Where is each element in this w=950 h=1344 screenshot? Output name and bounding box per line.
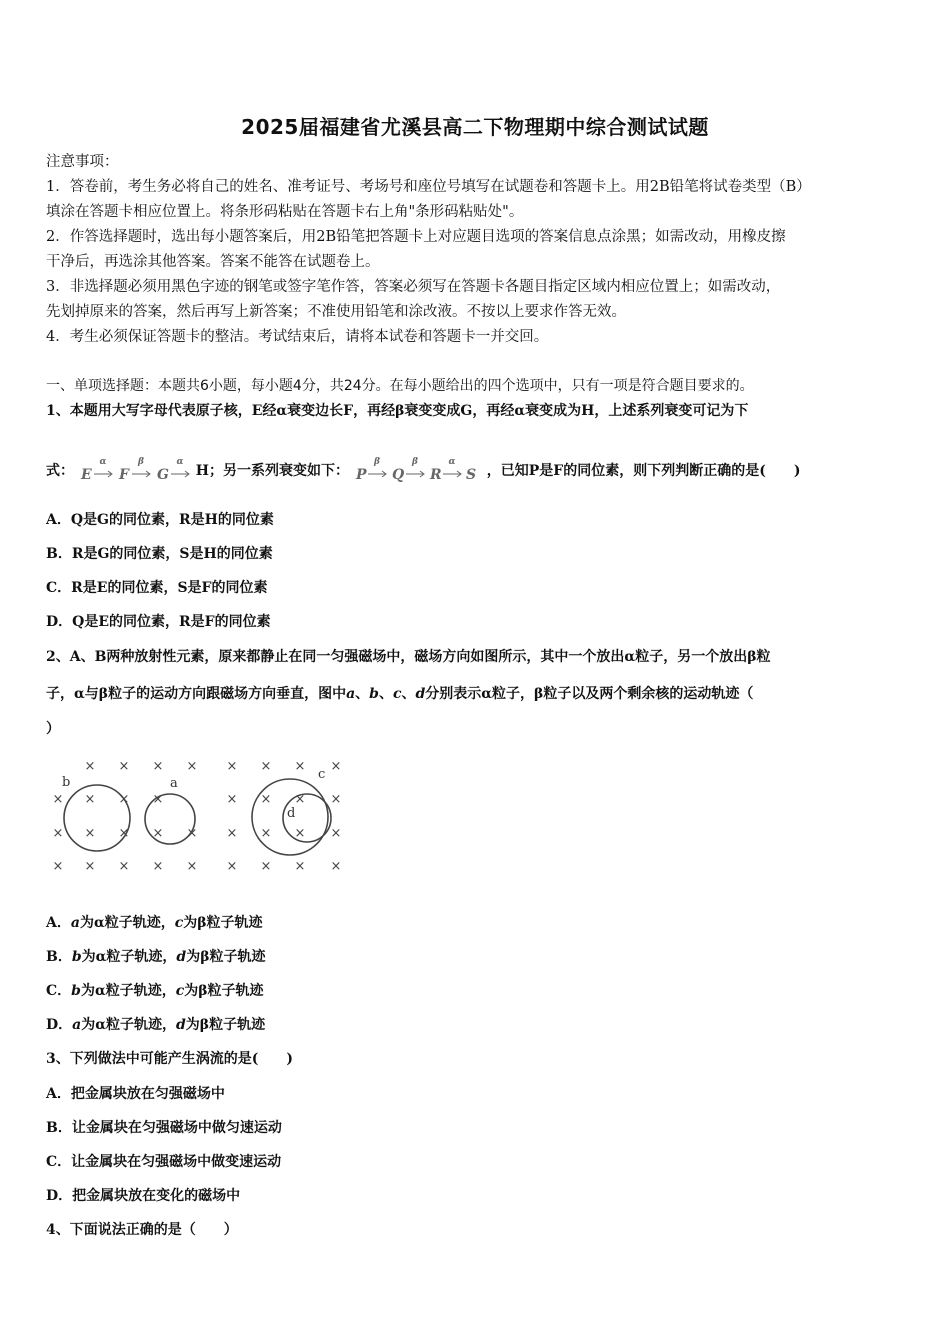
notice-line: 2．作答选择题时，选出每小题答案后，用2B铅笔把答题卡上对应题目选项的答案信息点涂黑；如需改动，用橡皮擦 (46, 229, 786, 245)
stem-text: 子，α与β粒子的运动方向跟磁场方向垂直，图中 (46, 686, 347, 702)
field-cross-mark: × (260, 826, 272, 841)
question-2-option-a (46, 913, 263, 933)
field-cross-mark: × (294, 792, 306, 807)
field-cross-mark: × (330, 826, 342, 841)
field-cross-mark: × (152, 759, 164, 774)
question-3-option-b: B．让金属块在匀强磁场中做匀速运动 (46, 1120, 282, 1136)
question-3-option-d: D．把金属块放在变化的磁场中 (46, 1188, 241, 1204)
question-1-option-d: D．Q是E的同位素，R是F的同位素 (46, 614, 271, 630)
field-cross-mark: × (118, 792, 130, 807)
chain2-arrow-label: β (373, 457, 380, 467)
magnetic-field-figure (46, 752, 356, 882)
label-b: b (62, 775, 71, 790)
option-text: 为β粒子轨迹 (183, 915, 263, 931)
option-text: 为β粒子轨迹 (185, 1017, 266, 1033)
option-var: a (70, 915, 80, 931)
option-var: d (176, 949, 187, 965)
notice-line: 4．考生必须保证答题卡的整洁。考试结束后，请将本试卷和答题卡一并交回。 (46, 329, 549, 345)
field-cross-mark: × (52, 792, 64, 807)
field-cross-mark: × (118, 759, 130, 774)
label-a: a (170, 776, 178, 791)
field-cross-mark: × (84, 792, 96, 807)
formula-prefix: 式： (46, 463, 74, 479)
question-1-option-a: A．Q是G的同位素，R是H的同位素 (46, 512, 274, 528)
trajectory-b (64, 785, 130, 851)
question-1-stem: 1、本题用大写字母代表原子核，E经α衰变边长F，再经β衰变变成G，再经α衰变成为H，上述系列衰变可记为下 (46, 403, 749, 419)
field-cross-mark: × (260, 792, 272, 807)
option-text: 为α粒子轨迹， (81, 1017, 176, 1033)
field-cross-mark: × (84, 859, 96, 874)
option-var: d (176, 1017, 186, 1033)
option-text: 为β粒子轨迹 (186, 949, 266, 965)
option-label: A． (46, 915, 71, 931)
field-cross-mark: × (260, 759, 272, 774)
var-c: c (392, 686, 402, 702)
field-cross-mark: × (186, 859, 198, 874)
option-var: b (71, 983, 81, 999)
var-d: d (415, 686, 426, 702)
field-cross-mark: × (330, 759, 342, 774)
option-label: C． (46, 983, 72, 999)
field-cross-mark: × (52, 826, 64, 841)
chain1-node: G (156, 467, 169, 483)
question-3-option-a: A．把金属块放在匀强磁场中 (46, 1086, 225, 1102)
question-1-option-b: B．R是G的同位素，S是H的同位素 (46, 546, 273, 562)
question-2-stem: 2、A、B两种放射性元素，原来都静止在同一匀强磁场中，磁场方向如图所示，其中一个放出α粒子，另一个放出β粒 (46, 649, 771, 665)
option-label: B． (46, 949, 72, 965)
field-cross-mark: × (84, 826, 96, 841)
question-4-stem: 4、下面说法正确的是（ ） (46, 1222, 238, 1238)
notice-line: 3．非选择题必须用黑色字迹的钢笔或签字笔作答，答案必须写在答题卡各题目指定区域内相应位置上；如需改动， (46, 279, 781, 295)
chain2-node: R (429, 467, 442, 483)
option-label: D． (46, 1017, 73, 1033)
field-cross-mark: × (226, 859, 238, 874)
label-d: d (287, 806, 296, 821)
field-cross-mark: × (186, 759, 198, 774)
question-2-option-d (46, 1015, 265, 1035)
field-cross-mark: × (84, 759, 96, 774)
chain1-node: F (118, 467, 129, 483)
option-text: 为α粒子轨迹， (79, 915, 175, 931)
field-cross-mark: × (118, 826, 130, 841)
formula-suffix: ，已知P是F的同位素，则下列判断正确的是( ) (486, 463, 801, 479)
chain2-node: S (465, 467, 476, 483)
field-cross-mark: × (186, 826, 198, 841)
decay-chain-2 (354, 454, 482, 488)
chain1-arrow-label: β (137, 457, 144, 467)
option-var: c (175, 983, 185, 999)
chain1-node: E (80, 467, 92, 483)
option-text: 为β粒子轨迹 (184, 983, 264, 999)
field-cross-mark: × (152, 792, 164, 807)
field-cross-mark: × (260, 859, 272, 874)
question-3-option-c: C．让金属块在匀强磁场中做变速运动 (46, 1154, 282, 1170)
field-cross-mark: × (118, 859, 130, 874)
decay-chain-1 (79, 454, 191, 488)
field-cross-mark: × (294, 859, 306, 874)
field-cross-mark: × (226, 759, 238, 774)
notice-line: 填涂在答题卡相应位置上。将条形码粘贴在答题卡右上角"条形码粘贴处"。 (46, 204, 524, 220)
chain2-arrow-label: α (448, 457, 456, 467)
stem-text: 分别表示α粒子，β粒子以及两个剩余核的运动轨迹（ (425, 686, 754, 702)
field-cross-mark: × (226, 826, 238, 841)
formula-mid: H；另一系列衰变如下： (195, 463, 349, 479)
option-text: 为α粒子轨迹， (80, 983, 176, 999)
question-2-option-c (46, 981, 264, 1001)
chain2-arrow-label: β (411, 457, 418, 467)
question-3-stem: 3、下列做法中可能产生涡流的是( ) (46, 1051, 293, 1067)
field-cross-mark: × (330, 859, 342, 874)
question-1-formula-line (46, 452, 916, 490)
section-heading: 一、单项选择题：本题共6小题，每小题4分，共24分。在每小题给出的四个选项中，只有一项是符合题目要求的。 (46, 378, 754, 394)
notice-line: 先划掉原来的答案，然后再写上新答案；不准使用铅笔和涂改液。不按以上要求作答无效。 (46, 304, 626, 320)
trajectory-a (145, 794, 195, 844)
chain1-arrow-label: α (99, 457, 107, 467)
question-2-stem-line2 (46, 684, 916, 704)
field-cross-mark: × (294, 826, 306, 841)
field-cross-mark: × (330, 792, 342, 807)
separator: 、 (401, 686, 416, 702)
option-var: c (174, 915, 184, 931)
separator: 、 (355, 686, 370, 702)
notice-heading: 注意事项： (46, 154, 119, 170)
field-cross-mark: × (294, 759, 306, 774)
chain2-node: Q (391, 467, 405, 483)
label-c: c (318, 767, 326, 782)
chain2-node: P (355, 467, 367, 483)
separator: 、 (378, 686, 393, 702)
page-title: 2025届福建省尤溪县高二下物理期中综合测试试题 (241, 115, 709, 139)
var-b: b (369, 686, 379, 702)
field-cross-mark: × (52, 859, 64, 874)
option-var: a (72, 1017, 82, 1033)
option-var: b (71, 949, 82, 965)
field-cross-mark: × (226, 792, 238, 807)
question-2-option-b (46, 947, 266, 967)
var-a: a (346, 686, 356, 702)
notice-line: 干净后，再选涂其他答案。答案不能答在试题卷上。 (46, 254, 380, 270)
question-2-stem-line3: ） (46, 721, 60, 737)
option-text: 为α粒子轨迹， (81, 949, 177, 965)
notice-line: 1．答卷前，考生务必将自己的姓名、准考证号、考场号和座位号填写在试题卷和答题卡上。用2B铅笔将试卷类型（B） (46, 179, 811, 195)
field-cross-mark: × (152, 826, 164, 841)
question-1-option-c: C．R是E的同位素，S是F的同位素 (46, 580, 268, 596)
chain1-arrow-label: α (176, 457, 184, 467)
field-cross-mark: × (152, 859, 164, 874)
